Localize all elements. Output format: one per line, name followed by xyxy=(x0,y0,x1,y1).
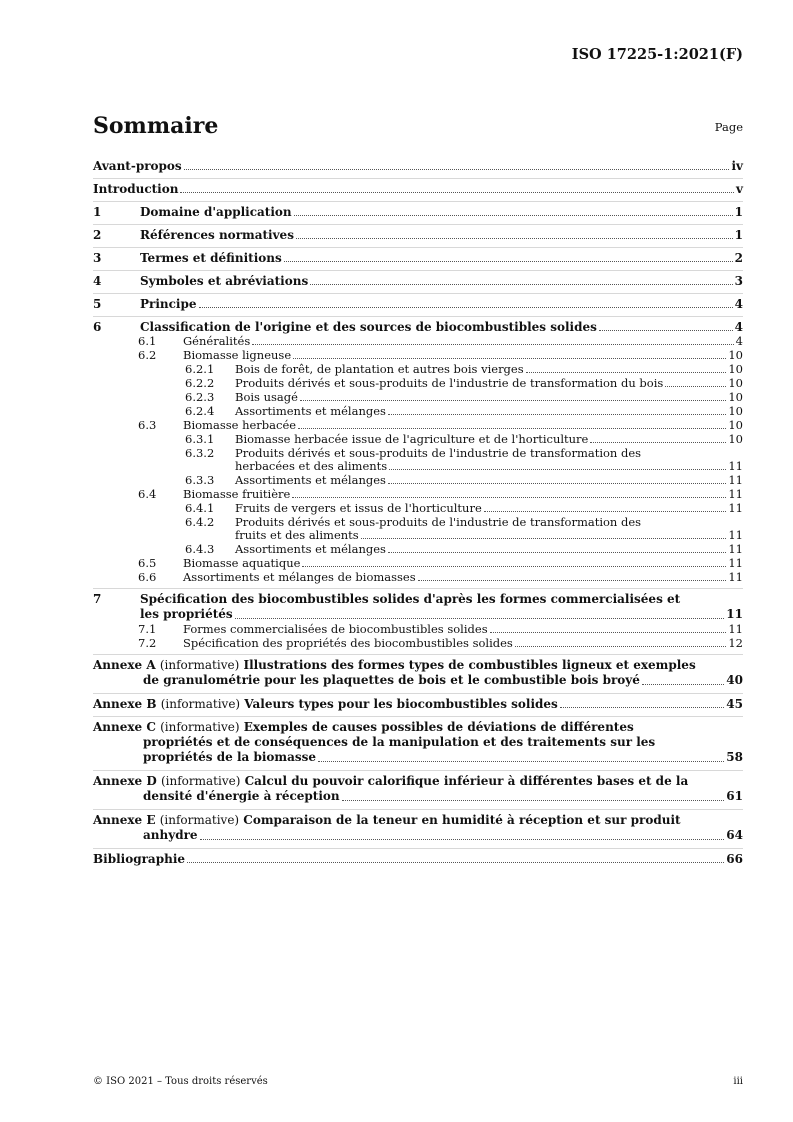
toc-page: 10 xyxy=(728,418,743,432)
dot-leader xyxy=(293,358,726,359)
toc-page: 66 xyxy=(726,852,743,866)
annex-title-line: propriétés de la biomasse xyxy=(143,750,317,764)
toc-page: 1 xyxy=(734,228,743,242)
annex-kind: (informative) xyxy=(159,813,240,827)
toc-entry-4[interactable] xyxy=(93,270,743,293)
dot-leader xyxy=(200,839,725,840)
toc-label-line: fruits et des aliments xyxy=(235,528,359,542)
annex-title-line: densité d'énergie à réception xyxy=(143,789,340,803)
toc-label-line: Produits dérivés et sous-produits de l'industrie de transformation des xyxy=(235,515,642,529)
table-of-contents xyxy=(93,156,743,871)
toc-number: 6.3.1 xyxy=(185,432,215,446)
toc-page: 10 xyxy=(728,348,743,362)
toc-entry-6-3-3[interactable] xyxy=(93,473,743,487)
annex-kind: (informative) xyxy=(159,658,240,672)
toc-label: Principe xyxy=(140,297,197,311)
toc-page: 11 xyxy=(726,607,743,621)
toc-entry-6-3-1[interactable] xyxy=(93,432,743,446)
annex-title-line: Illustrations des formes types de combustibles ligneux et exemples xyxy=(243,658,696,672)
dot-leader xyxy=(389,469,726,470)
toc-entry-7-2[interactable] xyxy=(93,636,743,650)
toc-page: 10 xyxy=(728,390,743,404)
toc-number: 6.2.4 xyxy=(185,404,215,418)
dot-leader xyxy=(252,344,733,345)
toc-page: 10 xyxy=(728,376,743,390)
toc-label: Biomasse herbacée xyxy=(183,418,297,432)
toc-page: 61 xyxy=(726,789,743,803)
dot-leader xyxy=(294,215,733,216)
page-title: Sommaire xyxy=(93,113,219,139)
toc-label: Introduction xyxy=(93,182,179,196)
footer-page-number: iii xyxy=(733,1076,743,1087)
toc-label: Biomasse ligneuse xyxy=(183,348,292,362)
toc-number: 7 xyxy=(93,592,102,606)
toc-number: 2 xyxy=(93,228,102,242)
toc-entry-annex-e[interactable] xyxy=(93,809,743,848)
toc-number: 6.6 xyxy=(138,570,157,584)
toc-page: 4 xyxy=(735,334,743,348)
toc-page: 1 xyxy=(734,205,743,219)
toc-label: Domaine d'application xyxy=(140,205,292,219)
page-column-label: Page xyxy=(714,120,743,134)
annex-name: Annexe B xyxy=(93,697,157,711)
annex-title-line: propriétés et de conséquences de la manipulation et des traitements sur les xyxy=(143,735,656,749)
dot-leader xyxy=(180,192,734,193)
toc-number: 6.3.2 xyxy=(185,446,215,460)
annex-title-line: de granulométrie pour les plaquettes de bois et le combustible bois broyé xyxy=(143,673,640,687)
toc-page: 4 xyxy=(734,297,743,311)
toc-page: 10 xyxy=(728,432,743,446)
toc-entry-avant-propos[interactable] xyxy=(93,156,743,178)
dot-leader xyxy=(590,442,726,443)
toc-label: Biomasse aquatique xyxy=(183,556,301,570)
dot-leader xyxy=(490,632,727,633)
toc-label-line: herbacées et des aliments xyxy=(235,459,388,473)
dot-leader xyxy=(298,428,726,429)
dot-leader xyxy=(300,400,726,401)
toc-page: 11 xyxy=(728,501,743,515)
toc-entry-6-2-2[interactable] xyxy=(93,376,743,390)
toc-label: Assortiments et mélanges xyxy=(235,404,386,418)
dot-leader xyxy=(296,238,733,239)
toc-number: 6.2.2 xyxy=(185,376,215,390)
toc-entry-3[interactable] xyxy=(93,247,743,270)
dot-leader xyxy=(418,580,727,581)
toc-label: Spécification des propriétés des biocombustibles solides xyxy=(183,636,513,650)
toc-label: Assortiments et mélanges xyxy=(235,542,386,556)
toc-label: Classification de l'origine et des sources de biocombustibles solides xyxy=(140,320,597,334)
annex-name: Annexe E xyxy=(93,813,156,827)
toc-entry-7-1[interactable] xyxy=(93,622,743,636)
dot-leader xyxy=(484,511,727,512)
toc-entry-6-3[interactable] xyxy=(93,418,743,432)
toc-label: Symboles et abréviations xyxy=(140,274,309,288)
toc-number: 6.4 xyxy=(138,487,157,501)
dot-leader xyxy=(642,684,724,685)
toc-entry-6-2-3[interactable] xyxy=(93,390,743,404)
dot-leader xyxy=(526,372,727,373)
toc-number: 6.4.1 xyxy=(185,501,215,515)
annex-title-line: Comparaison de la teneur en humidité à réception et sur produit xyxy=(243,813,681,827)
dot-leader xyxy=(235,618,725,619)
toc-page: 11 xyxy=(728,528,743,542)
toc-label: Fruits de vergers et issus de l'horticulture xyxy=(235,501,482,515)
toc-label: Bibliographie xyxy=(93,852,186,866)
toc-entry-6-5[interactable] xyxy=(93,556,743,570)
toc-page: 11 xyxy=(728,542,743,556)
toc-label: Formes commercialisées de biocombustibles solides xyxy=(183,622,488,636)
dot-leader xyxy=(342,800,725,801)
dot-leader xyxy=(199,307,733,308)
toc-label: Bois de forêt, de plantation et autres bois vierges xyxy=(235,362,524,376)
toc-entry-6-2-4[interactable] xyxy=(93,404,743,418)
toc-page: 45 xyxy=(726,697,743,711)
dot-leader xyxy=(388,552,726,553)
toc-entry-6-4-2[interactable] xyxy=(93,515,743,542)
dot-leader xyxy=(361,538,727,539)
toc-entry-bibliographie[interactable] xyxy=(93,848,743,871)
toc-entry-7[interactable] xyxy=(93,592,743,622)
toc-page: 11 xyxy=(728,487,743,501)
toc-label-line: Produits dérivés et sous-produits de l'industrie de transformation des xyxy=(235,446,642,460)
dot-leader xyxy=(665,386,726,387)
toc-entry-1[interactable] xyxy=(93,201,743,224)
toc-entry-6-4-1[interactable] xyxy=(93,501,743,515)
toc-entry-6-4[interactable] xyxy=(93,487,743,501)
dot-leader xyxy=(187,862,724,863)
toc-number: 6.3.3 xyxy=(185,473,215,487)
toc-label: Assortiments et mélanges xyxy=(235,473,386,487)
toc-page: 11 xyxy=(728,459,743,473)
toc-label-line: Spécification des biocombustibles solides d'après les formes commercialisées et xyxy=(140,592,681,606)
toc-entry-6-4-3[interactable] xyxy=(93,542,743,556)
toc-entry-6-2[interactable] xyxy=(93,348,743,362)
toc-page: 58 xyxy=(726,750,743,764)
toc-label: Généralités xyxy=(183,334,251,348)
toc-number: 6.5 xyxy=(138,556,157,570)
dot-leader xyxy=(292,497,726,498)
toc-number: 6.2.1 xyxy=(185,362,215,376)
document-id: ISO 17225-1:2021(F) xyxy=(571,46,743,63)
annex-title-line: Calcul du pouvoir calorifique inférieur à différentes bases et de la xyxy=(244,774,689,788)
toc-label: Biomasse fruitière xyxy=(183,487,291,501)
toc-number: 6.2 xyxy=(138,348,157,362)
toc-page: 11 xyxy=(728,473,743,487)
annex-title: Valeurs types pour les biocombustibles solides xyxy=(244,697,558,711)
footer-copyright: © ISO 2021 – Tous droits réservés xyxy=(93,1076,268,1087)
toc-entry-6-3-2[interactable] xyxy=(93,446,743,473)
toc-label-line: les propriétés xyxy=(140,607,233,621)
toc-page: 40 xyxy=(726,673,743,687)
toc-number: 5 xyxy=(93,297,102,311)
dot-leader xyxy=(310,284,732,285)
dot-leader xyxy=(599,330,733,331)
toc-page: 10 xyxy=(728,404,743,418)
toc-page: iv xyxy=(731,159,743,173)
annex-kind: (informative) xyxy=(160,697,241,711)
toc-label: Termes et définitions xyxy=(140,251,282,265)
toc-entry-annex-a[interactable] xyxy=(93,654,743,693)
annex-title-line: anhydre xyxy=(143,828,198,842)
toc-entry-5[interactable] xyxy=(93,293,743,316)
toc-page: 3 xyxy=(734,274,743,288)
dot-leader xyxy=(284,261,733,262)
dot-leader xyxy=(388,414,726,415)
toc-page: v xyxy=(736,182,743,196)
toc-entry-2[interactable] xyxy=(93,224,743,247)
toc-number: 6.4.3 xyxy=(185,542,215,556)
toc-entry-6-2-1[interactable] xyxy=(93,362,743,376)
toc-label: Avant-propos xyxy=(93,159,182,173)
toc-entry-6[interactable] xyxy=(93,320,743,334)
toc-number: 6.3 xyxy=(138,418,157,432)
toc-page: 64 xyxy=(726,828,743,842)
dot-leader xyxy=(184,169,730,170)
dot-leader xyxy=(302,566,726,567)
toc-number: 1 xyxy=(93,205,102,219)
toc-label: Références normatives xyxy=(140,228,294,242)
toc-number: 6.2.3 xyxy=(185,390,215,404)
annex-name: Annexe D xyxy=(93,774,157,788)
toc-number: 6.4.2 xyxy=(185,515,215,529)
annex-name: Annexe A xyxy=(93,658,156,672)
toc-page: 11 xyxy=(728,556,743,570)
annex-kind: (informative) xyxy=(160,774,241,788)
toc-entry-6-6[interactable] xyxy=(93,570,743,584)
toc-entry-introduction[interactable] xyxy=(93,178,743,201)
toc-label: Bois usagé xyxy=(235,390,298,404)
toc-entry-annex-b[interactable] xyxy=(93,693,743,716)
toc-page: 4 xyxy=(734,320,743,334)
toc-number: 3 xyxy=(93,251,102,265)
toc-number: 4 xyxy=(93,274,102,288)
dot-leader xyxy=(515,646,727,647)
toc-section-6 xyxy=(93,316,743,588)
toc-number: 7.1 xyxy=(138,622,157,636)
dot-leader xyxy=(560,707,725,708)
toc-number: 6 xyxy=(93,320,102,334)
toc-page: 12 xyxy=(728,636,743,650)
toc-number: 7.2 xyxy=(138,636,157,650)
toc-entry-annex-c[interactable] xyxy=(93,716,743,770)
toc-page: 10 xyxy=(728,362,743,376)
toc-entry-annex-d[interactable] xyxy=(93,770,743,809)
toc-page: 2 xyxy=(734,251,743,265)
dot-leader xyxy=(318,761,724,762)
annex-kind: (informative) xyxy=(160,720,240,734)
toc-label: Assortiments et mélanges de biomasses xyxy=(183,570,416,584)
toc-page: 11 xyxy=(728,622,743,636)
annex-name: Annexe C xyxy=(93,720,156,734)
annex-title-line: Exemples de causes possibles de déviations de différentes xyxy=(243,720,634,734)
toc-number: 6.1 xyxy=(138,334,157,348)
toc-label: Biomasse herbacée issue de l'agriculture et de l'horticulture xyxy=(235,432,589,446)
toc-section-7 xyxy=(93,588,743,654)
toc-page: 11 xyxy=(728,570,743,584)
dot-leader xyxy=(388,483,726,484)
toc-label: Produits dérivés et sous-produits de l'industrie de transformation du bois xyxy=(235,376,664,390)
toc-entry-6-1[interactable] xyxy=(93,334,743,348)
